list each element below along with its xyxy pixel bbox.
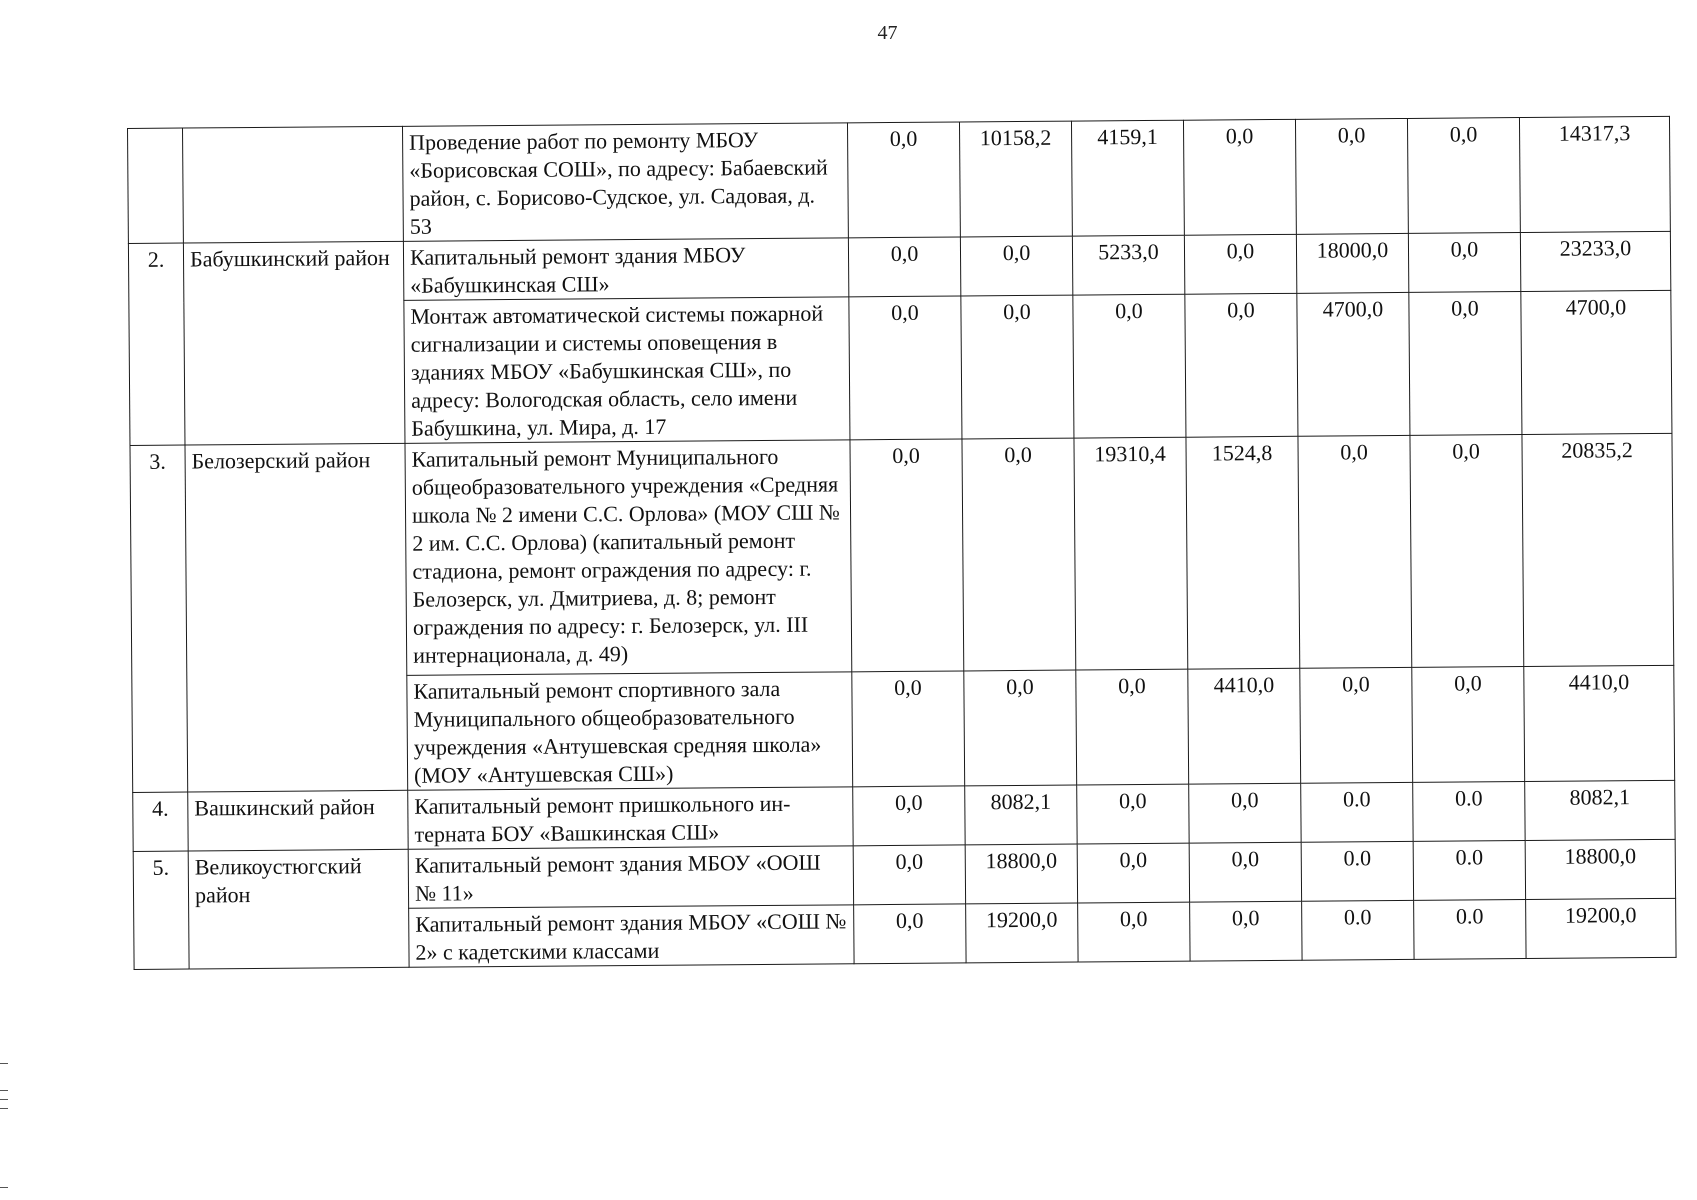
- value-cell: 19310,4: [1074, 437, 1188, 670]
- value-cell: 0,0: [853, 845, 965, 905]
- value-cell: 0,0: [962, 438, 1076, 671]
- value-cell: 0,0: [1076, 669, 1189, 785]
- total-cell: 19200,0: [1526, 898, 1676, 958]
- value-cell: 0,0: [1408, 233, 1520, 293]
- total-cell: 4700,0: [1521, 290, 1672, 434]
- value-cell: 0,0: [1077, 784, 1189, 844]
- value-cell: 0.0: [1414, 900, 1526, 960]
- value-cell: 0,0: [1409, 292, 1522, 436]
- work-description: Капитальный ремонт здания МБОУ «ООШ № 11»: [408, 846, 853, 908]
- value-cell: 1524,8: [1186, 436, 1300, 669]
- total-cell: 18800,0: [1525, 839, 1675, 899]
- value-cell: 0,0: [848, 237, 960, 297]
- value-cell: 0,0: [1078, 902, 1190, 962]
- scan-margin-mark: [0, 1099, 8, 1100]
- work-description: Капитальный ремонт Муниципального общеобразовательного учреждения «Средняя школа № 2 имени С.С. Орлова» (МОУ СШ № 2 им. С.С. Орлова) (капитальный ремонт стадиона, ремонт ограждения по адресу: г. Белозерск, ул. Дмитриева, д. 8; ремонт ограждения по адресу: г. Белозерск, ул. III интернационала, д. 49): [405, 440, 852, 675]
- value-cell: 0,0: [964, 670, 1077, 786]
- work-description: Капитальный ремонт пришкольного интерната БОУ «Вашкинская СШ»: [408, 787, 853, 849]
- value-cell: 0.0: [1413, 841, 1525, 901]
- value-cell: 0,0: [850, 439, 964, 672]
- district-name: Белозерский район: [185, 443, 408, 792]
- value-cell: 0,0: [960, 236, 1072, 296]
- district-name: Великоустюгский район: [188, 849, 409, 969]
- value-cell: 4410,0: [1188, 668, 1301, 784]
- total-cell: 20835,2: [1522, 433, 1674, 666]
- value-cell: 0,0: [1300, 667, 1413, 783]
- scan-margin-mark: [0, 1063, 8, 1064]
- scan-margin-mark: [0, 1090, 8, 1091]
- value-cell: 0,0: [853, 786, 965, 846]
- value-cell: 5233,0: [1072, 235, 1184, 295]
- value-cell: 0,0: [1298, 435, 1412, 668]
- total-cell: 23233,0: [1520, 231, 1670, 291]
- value-cell: 0,0: [1295, 118, 1408, 234]
- value-cell: 0,0: [1412, 667, 1525, 783]
- row-number: 3.: [130, 445, 188, 792]
- value-cell: 0.0: [1301, 782, 1413, 842]
- value-cell: 0,0: [849, 296, 962, 440]
- work-description: Капитальный ремонт спортивного зала Муниципального общеобразовательного учреждения «Антушевская средняя школа» (МОУ «Антушевская СШ»): [407, 672, 853, 790]
- value-cell: 4159,1: [1071, 120, 1184, 236]
- value-cell: 0,0: [961, 295, 1074, 439]
- value-cell: 0,0: [854, 904, 966, 964]
- value-cell: 0,0: [1190, 901, 1302, 961]
- value-cell: 0,0: [1185, 293, 1298, 437]
- total-cell: 14317,3: [1519, 116, 1670, 232]
- funding-table: [127, 116, 1677, 970]
- scan-margin-mark: [0, 1187, 8, 1188]
- total-cell: 4410,0: [1524, 665, 1675, 781]
- value-cell: 4700,0: [1297, 292, 1410, 436]
- work-description: Монтаж автоматической системы пожарной сигнализации и системы оповещения в зданиях МБОУ «Бабушкинская СШ», по адресу: Вологодская область, село имени Бабушкина, ул. Мира, д. 17: [404, 297, 850, 443]
- funding-table-container: [127, 116, 1676, 970]
- table-row: [130, 433, 1674, 677]
- value-cell: 0,0: [1184, 234, 1296, 294]
- value-cell: 8082,1: [965, 785, 1077, 845]
- value-cell: 0.0: [1302, 900, 1414, 960]
- value-cell: 0,0: [1407, 118, 1520, 234]
- row-number: [128, 128, 184, 243]
- value-cell: 0,0: [847, 122, 960, 238]
- district-name: [183, 126, 404, 243]
- value-cell: 19200,0: [966, 903, 1078, 963]
- table-row: [128, 116, 1671, 243]
- work-description: Проведение работ по ремонту МБОУ «Борисовская СОШ», по адресу: Бабаевский район, с. Борисово-Судское, ул. Садовая, д. 53: [402, 123, 848, 241]
- row-number: 5.: [133, 851, 189, 969]
- total-cell: 8082,1: [1525, 780, 1675, 840]
- value-cell: 18000,0: [1296, 233, 1408, 293]
- district-name: Вашкинский район: [188, 790, 408, 851]
- district-name: Бабушкинский район: [183, 241, 405, 445]
- value-cell: 0,0: [1073, 294, 1186, 438]
- work-description: Капитальный ремонт здания МБОУ «СОШ № 2» с кадетскими классами: [409, 905, 854, 967]
- value-cell: 0,0: [1183, 119, 1296, 235]
- value-cell: 0,0: [852, 671, 965, 787]
- work-description: Капитальный ремонт здания МБОУ «Бабушкинская СШ»: [403, 238, 848, 300]
- page-number: 47: [877, 22, 898, 44]
- value-cell: 0.0: [1301, 841, 1413, 901]
- value-cell: 0,0: [1410, 435, 1524, 668]
- row-number: 4.: [133, 792, 188, 851]
- row-number: 2.: [128, 243, 185, 445]
- value-cell: 0,0: [1189, 842, 1301, 902]
- value-cell: 10158,2: [959, 121, 1072, 237]
- value-cell: 0,0: [1189, 783, 1301, 843]
- value-cell: 0.0: [1413, 782, 1525, 842]
- value-cell: 0,0: [1077, 843, 1189, 903]
- scan-margin-mark: [0, 1108, 8, 1109]
- value-cell: 18800,0: [965, 844, 1077, 904]
